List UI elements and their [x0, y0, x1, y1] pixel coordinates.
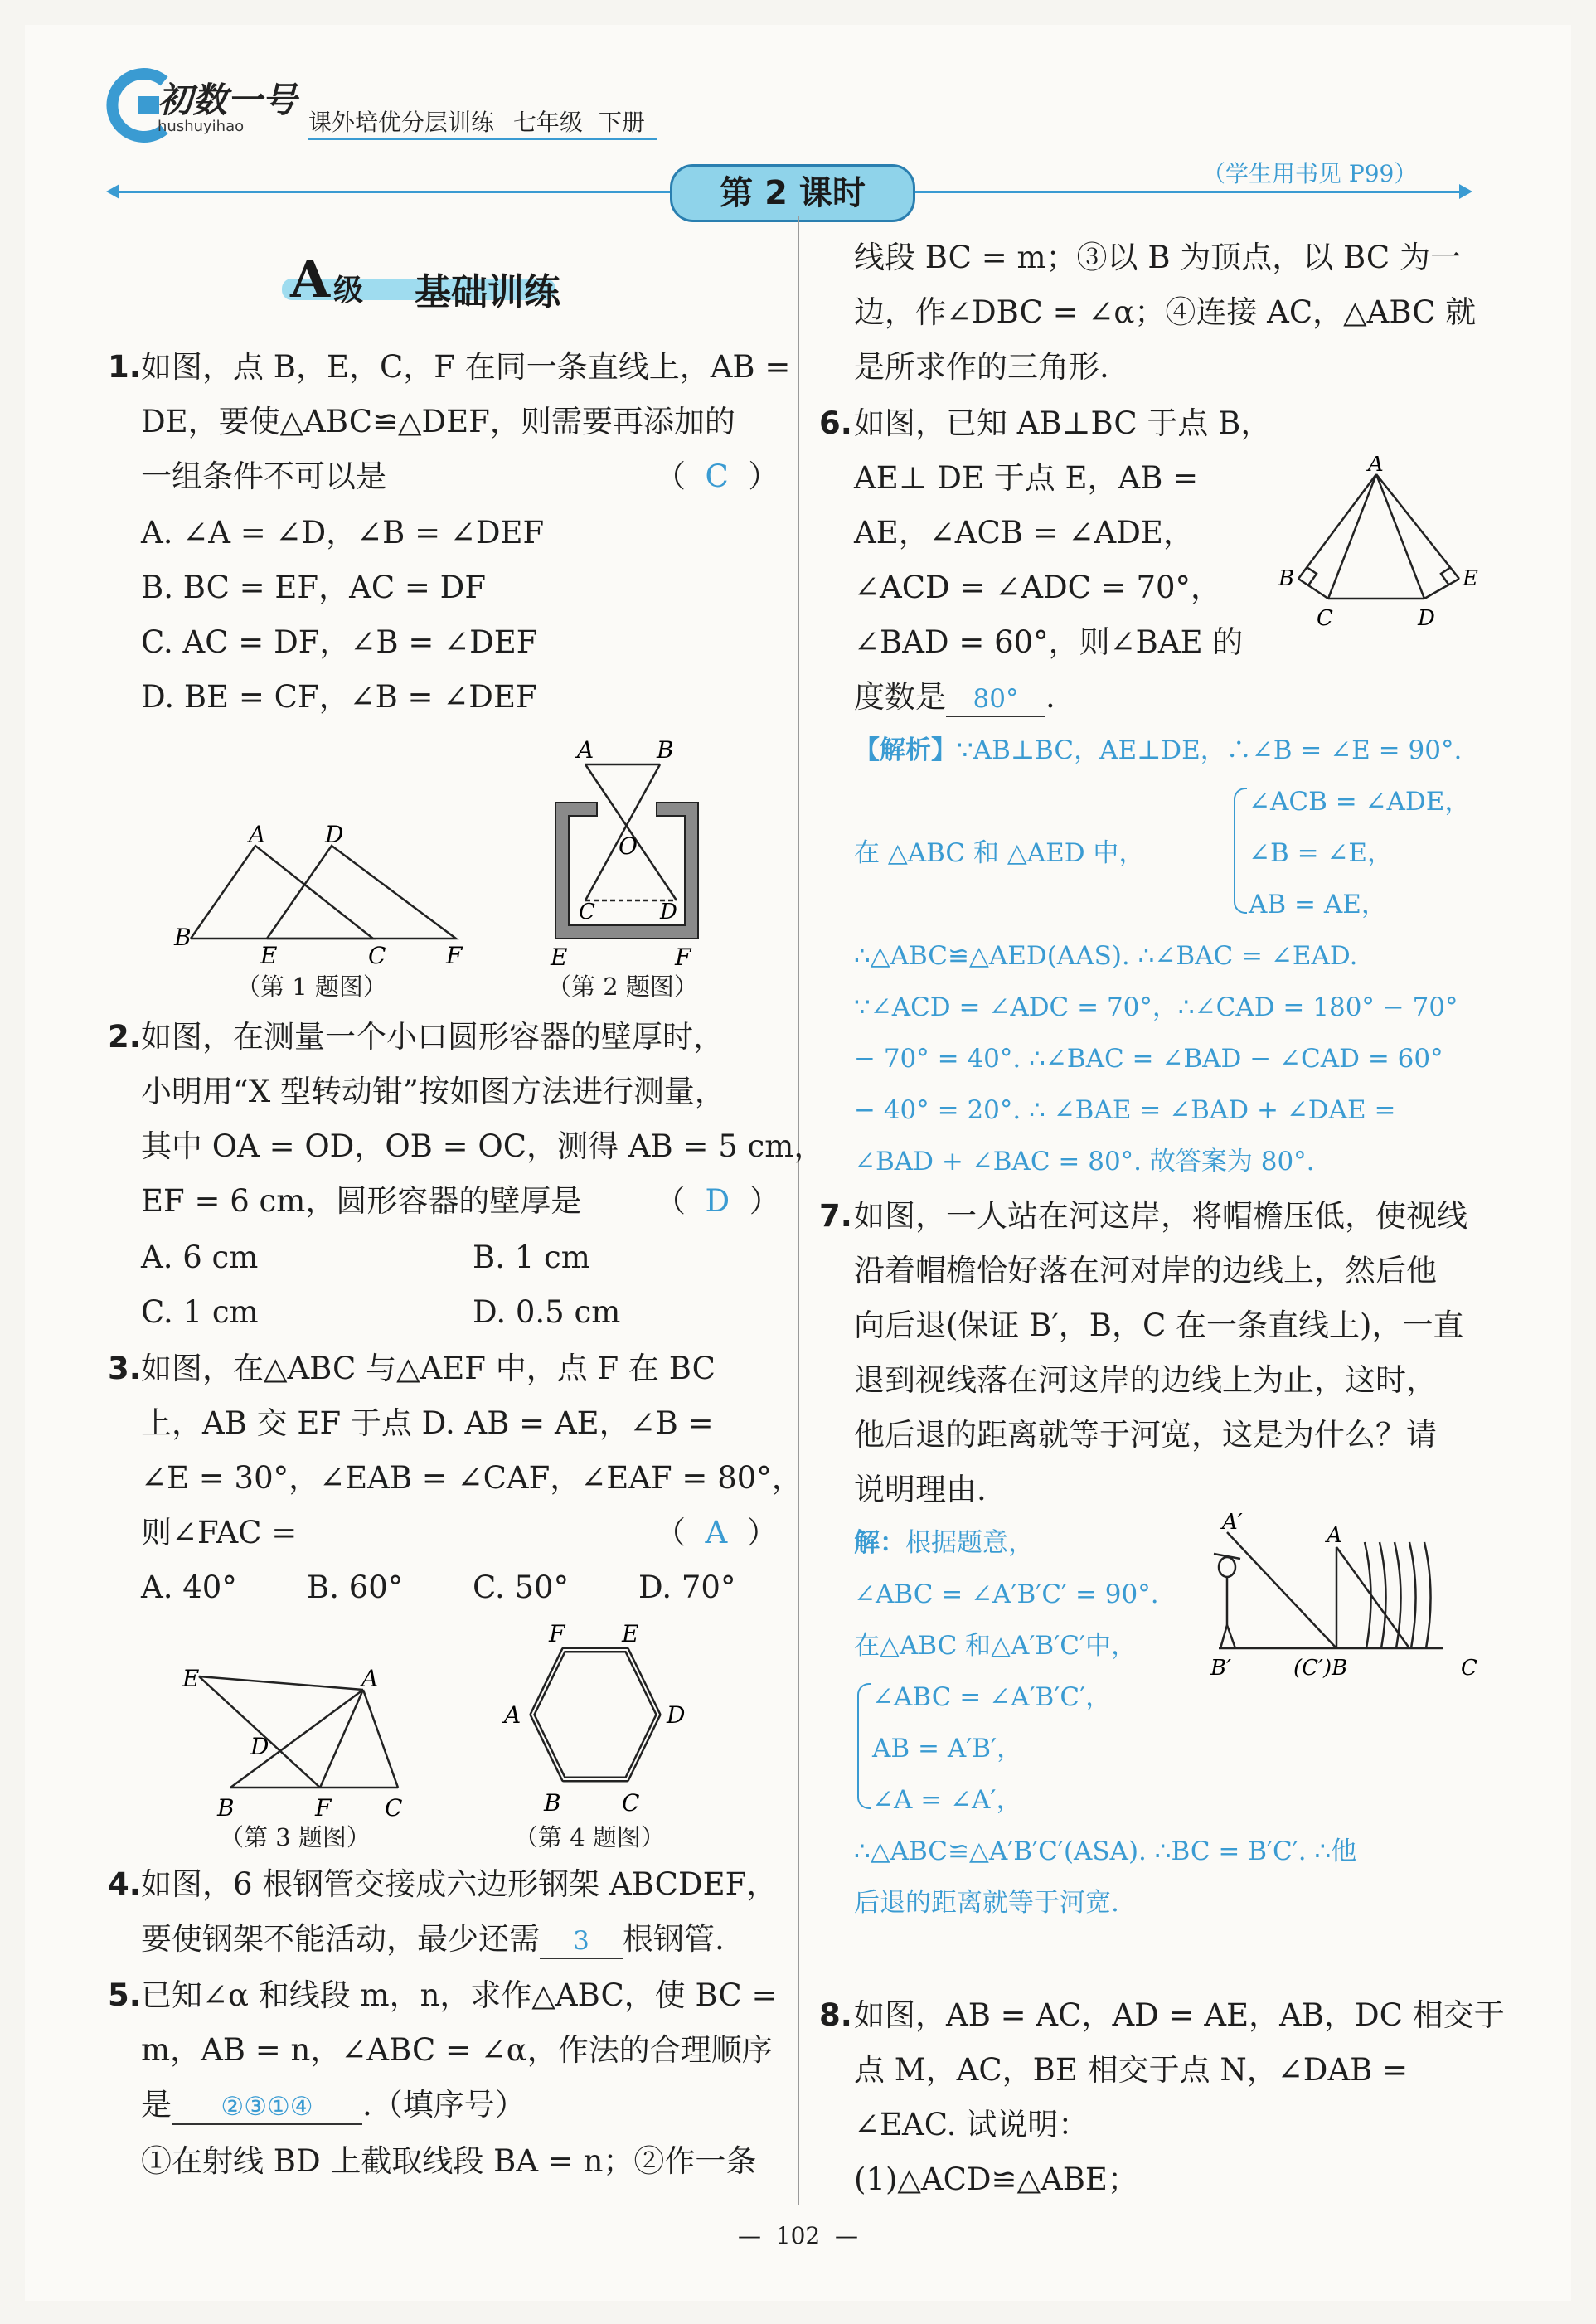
q6-solution-s3: ∴△ABC≌△AED(AAS). ∴∠BAC = ∠EAD.: [854, 941, 1358, 971]
svg-text:A′: A′: [1222, 1510, 1243, 1535]
q3-number: 3.: [108, 1351, 141, 1386]
svg-text:A: A: [1327, 1523, 1342, 1548]
svg-text:B: B: [544, 1789, 561, 1817]
q2-line2: 小明用“X 型转动钳”按如图方法进行测量，: [141, 1074, 725, 1109]
figure-6: [1269, 456, 1484, 638]
q5-cont-line2: 边，作∠DBC = ∠α；④连接 AC，△ABC 就: [854, 294, 1477, 330]
q2-line4: EF = 6 cm，圆形容器的壁厚是: [141, 1183, 582, 1219]
q8-number: 8.: [819, 1997, 852, 2033]
q5-line3a: 是: [141, 2087, 172, 2123]
svg-text:C: C: [1317, 606, 1333, 631]
q6-solution-b2: ∠B = ∠E，: [1249, 838, 1394, 868]
q3-option-c: C. 50°: [473, 1570, 570, 1605]
svg-text:D: D: [660, 900, 677, 924]
footer: [0, 2222, 1596, 2249]
q6-line6: [854, 670, 1055, 725]
q5-line1: 已知∠α 和线段 m，n，求作△ABC，使 BC =: [141, 1977, 778, 2013]
svg-text:A: A: [1368, 456, 1384, 477]
q7-line6: 说明理由.: [854, 1472, 987, 1507]
svg-text:C: C: [385, 1794, 403, 1822]
q8-line4: (1)△ACD≌△ABE；: [854, 2161, 1138, 2197]
svg-text:C: C: [622, 1789, 640, 1817]
q6-number: 6.: [819, 405, 852, 441]
q6-solution-s4: ∵∠ACD = ∠ADC = 70°，∴∠CAD = 180° − 70°: [854, 992, 1458, 1022]
q3-option-d: D. 70°: [638, 1570, 736, 1605]
q1-number: 1.: [108, 349, 141, 385]
figure-4-caption: （第 4 题图）: [514, 1823, 665, 1851]
rule-left-arrow: [106, 184, 119, 199]
q7-line1: 如图，一人站在河这岸，将帽檐压低，使视线: [854, 1198, 1467, 1234]
section-heading: [274, 249, 605, 315]
q1-option-b: B. BC = EF，AC = DF: [141, 570, 486, 605]
q6-line5: ∠BAD = 60°，则∠BAE 的: [854, 624, 1244, 660]
q1-option-a: A. ∠A = ∠D，∠B = ∠DEF: [141, 515, 545, 551]
q1-line2: DE，要使△ABC≌△DEF，则需要再添加的: [141, 404, 735, 439]
q8-line3: ∠EAC. 试说明：: [854, 2107, 1089, 2142]
svg-text:E: E: [260, 942, 278, 969]
q5-number: 5.: [108, 1977, 141, 2013]
q6-line6a: 度数是: [854, 679, 946, 715]
q2-line1: 如图，在测量一个小口圆形容器的壁厚时，: [141, 1019, 724, 1055]
q7-solution-s3: 在△ABC 和△A′B′C′中，: [854, 1631, 1137, 1661]
figure-1: [166, 821, 473, 970]
q1-line3: 一组条件不可以是: [141, 458, 386, 494]
q7-solution-s5: 后退的距离就等于河宽.: [854, 1888, 1119, 1918]
svg-text:B: B: [217, 1794, 235, 1822]
figure-1-caption: （第 1 题图）: [236, 973, 387, 1001]
q5-line2: m，AB = n，∠ABC = ∠α，作法的合理顺序: [141, 2032, 773, 2068]
svg-text:D: D: [325, 821, 344, 848]
svg-text:A: A: [504, 1701, 521, 1729]
q3-line2: 上，AB 交 EF 于点 D. AB = AE，∠B =: [141, 1405, 714, 1441]
q5-cont-line1: 线段 BC = m；③以 B 为顶点，以 BC 为一: [854, 240, 1461, 275]
figure-4: [481, 1617, 705, 1824]
q2-answer-paren: （ D ）: [655, 1183, 780, 1219]
svg-text:B′: B′: [1210, 1656, 1232, 1681]
q6-line4: ∠ACD = ∠ADC = 70°，: [854, 570, 1222, 605]
q7-solution-b2: AB = A′B′，: [872, 1734, 1023, 1764]
q1-answer-paren: （ C ）: [655, 458, 779, 494]
q2-option-d: D. 0.5 cm: [473, 1294, 621, 1330]
level-word: 级: [333, 273, 364, 308]
svg-text:A: A: [361, 1665, 379, 1692]
q3-line1: 如图，在△ABC 与△AEF 中，点 F 在 BC: [141, 1351, 716, 1386]
q2-number: 2.: [108, 1019, 141, 1055]
q3-option-b: B. 60°: [307, 1570, 404, 1605]
q5-answer[interactable]: ②③①④: [172, 2090, 362, 2125]
logo-pinyin: hushuyihao: [158, 118, 245, 135]
q6-solution-b1: ∠ACB = ∠ADE，: [1249, 787, 1471, 817]
rule-right-arrow: [1459, 184, 1472, 199]
q7-line4: 退到视线落在河这岸的边线上为止，这时，: [854, 1362, 1437, 1398]
q7-solution-b3: ∠A = ∠A′，: [872, 1785, 1022, 1815]
q2-option-a: A. 6 cm: [141, 1240, 259, 1275]
svg-text:D: D: [1418, 606, 1435, 631]
q6-solution-b3: AB = AE，: [1249, 890, 1387, 919]
q2-option-c: C. 1 cm: [141, 1294, 259, 1330]
q7-solution-s2: ∠ABC = ∠A′B′C′ = 90°.: [854, 1579, 1159, 1609]
q6-solution-brace: [1234, 788, 1247, 914]
svg-text:O: O: [619, 832, 638, 860]
q6-solution-s6: − 40° = 20°. ∴ ∠BAE = ∠BAD + ∠DAE =: [854, 1095, 1396, 1125]
svg-text:A: A: [249, 821, 266, 848]
svg-text:E: E: [622, 1620, 639, 1647]
svg-text:(C′)B: (C′)B: [1293, 1656, 1348, 1681]
svg-text:C: C: [1461, 1656, 1477, 1681]
svg-text:E: E: [551, 944, 568, 970]
q7-line2: 沿着帽檐恰好落在河对岸的边线上，然后他: [854, 1253, 1437, 1288]
series-title: 课外培优分层训练: [308, 109, 495, 136]
q7-line5: 他后退的距离就等于河宽，这是为什么？请: [854, 1417, 1437, 1453]
q6-line1: 如图，已知 AB⊥BC 于点 B，: [854, 405, 1272, 441]
svg-text:B: B: [1278, 566, 1295, 591]
q7-number: 7.: [819, 1198, 852, 1234]
q1-option-c: C. AC = DF，∠B = ∠DEF: [141, 624, 538, 660]
q6-solution-s2: 在 △ABC 和 △AED 中，: [854, 838, 1145, 868]
lesson-banner: [670, 164, 915, 222]
volume: 下册: [598, 109, 645, 136]
q3-line4: 则∠FAC =: [141, 1515, 298, 1550]
page-number: 102: [775, 2222, 821, 2249]
student-book-ref: （学生用书见 P99）: [1202, 160, 1418, 187]
svg-text:E: E: [182, 1665, 200, 1692]
q6-solution-line1: [854, 725, 1462, 776]
svg-text:F: F: [315, 1794, 332, 1822]
svg-text:C: C: [579, 900, 595, 924]
q4-line1: 如图，6 根钢管交接成六边形钢架 ABCDEF，: [141, 1866, 778, 1902]
footer-dash-left: —: [737, 2222, 776, 2249]
lesson-title: 第 2 课时: [720, 174, 866, 212]
q6-line6b: .: [1045, 679, 1055, 715]
q6-solution-s1: ∵AB⊥BC，AE⊥DE，∴∠B = ∠E = 90°.: [957, 735, 1463, 765]
q8-line1: 如图，AB = AC，AD = AE，AB，DC 相交于: [854, 1997, 1505, 2033]
q3-answer-paren: （ A ）: [655, 1515, 778, 1550]
svg-text:F: F: [675, 944, 691, 970]
q5-line3b: .（填序号）: [362, 2087, 526, 2123]
q3-option-a: A. 40°: [141, 1570, 237, 1605]
logo-text: 初数一号: [158, 80, 298, 120]
q7-solution-tag: 解：: [854, 1528, 905, 1558]
svg-text:D: D: [250, 1733, 269, 1760]
svg-text:B: B: [174, 924, 192, 951]
column-divider: [798, 216, 799, 2205]
q1-line1: 如图，点 B，E，C，F 在同一条直线上，AB =: [141, 349, 791, 385]
q4-number: 4.: [108, 1866, 141, 1902]
q7-solution-line1: [854, 1517, 1034, 1569]
svg-text:E: E: [1463, 566, 1478, 591]
figure-3: [174, 1658, 423, 1824]
q6-line2: AE⊥ DE 于点 E，AB =: [854, 460, 1199, 496]
q7-line3: 向后退(保证 B′，B，C 在一条直线上)，一直: [854, 1308, 1464, 1343]
section-title: 基础训练: [415, 271, 560, 313]
q6-solution-s5: − 70° = 40°. ∴∠BAC = ∠BAD − ∠CAD = 60°: [854, 1044, 1443, 1074]
logo: [106, 68, 330, 143]
q5-line4: ①在射线 BD 上截取线段 BA = n；②作一条: [141, 2143, 757, 2179]
q7-solution-brace: [857, 1683, 871, 1809]
q4-line2: [141, 1912, 725, 1967]
q7-solution-s4: ∴△ABC≌△A′B′C′(ASA). ∴BC = B′C′. ∴他: [854, 1836, 1357, 1866]
figure-2-caption: （第 2 题图）: [547, 973, 698, 1001]
q7-solution-b1: ∠ABC = ∠A′B′C′，: [872, 1682, 1112, 1712]
series-line: [308, 104, 645, 138]
q5-cont-line3: 是所求作的三角形.: [854, 349, 1109, 385]
level-letter: A: [290, 249, 331, 309]
figure-7: [1202, 1509, 1484, 1691]
q1-answer: C: [705, 458, 729, 494]
series-underline: [308, 138, 657, 140]
q4-line2a: 要使钢架不能活动，最少还需: [141, 1921, 540, 1957]
q2-answer: D: [705, 1183, 730, 1219]
q8-line2: 点 M，AC，BE 相交于点 N，∠DAB =: [854, 2052, 1409, 2088]
q5-line3: [141, 2078, 526, 2132]
q6-solution-tag: 【解析】: [854, 735, 957, 765]
q1-option-d: D. BE = CF，∠B = ∠DEF: [141, 679, 537, 715]
svg-text:C: C: [368, 942, 386, 969]
q3-line3: ∠E = 30°，∠EAB = ∠CAF，∠EAF = 80°，: [141, 1460, 803, 1496]
q6-solution-s7: ∠BAD + ∠BAC = 80°. 故答案为 80°.: [854, 1147, 1315, 1177]
q2-line3: 其中 OA = OD，OB = OC，测得 AB = 5 cm，: [141, 1128, 825, 1164]
svg-text:F: F: [549, 1620, 565, 1647]
footer-dash-right: —: [820, 2222, 859, 2249]
q6-answer[interactable]: 80°: [946, 682, 1045, 717]
q7-solution-s1: 根据题意，: [905, 1528, 1034, 1558]
q6-line3: AE，∠ACB = ∠ADE，: [854, 515, 1194, 551]
svg-text:A: A: [577, 736, 594, 764]
figure-2: [539, 730, 721, 970]
svg-text:D: D: [667, 1701, 686, 1729]
q2-option-b: B. 1 cm: [473, 1240, 590, 1275]
grade: 七年级: [512, 109, 583, 136]
q3-answer: A: [705, 1515, 728, 1550]
svg-text:F: F: [446, 942, 463, 969]
figure-3-caption: （第 3 题图）: [220, 1823, 371, 1851]
q4-line2b: 根钢管.: [623, 1921, 725, 1957]
q4-answer[interactable]: 3: [540, 1924, 623, 1959]
svg-text:B: B: [657, 736, 674, 764]
